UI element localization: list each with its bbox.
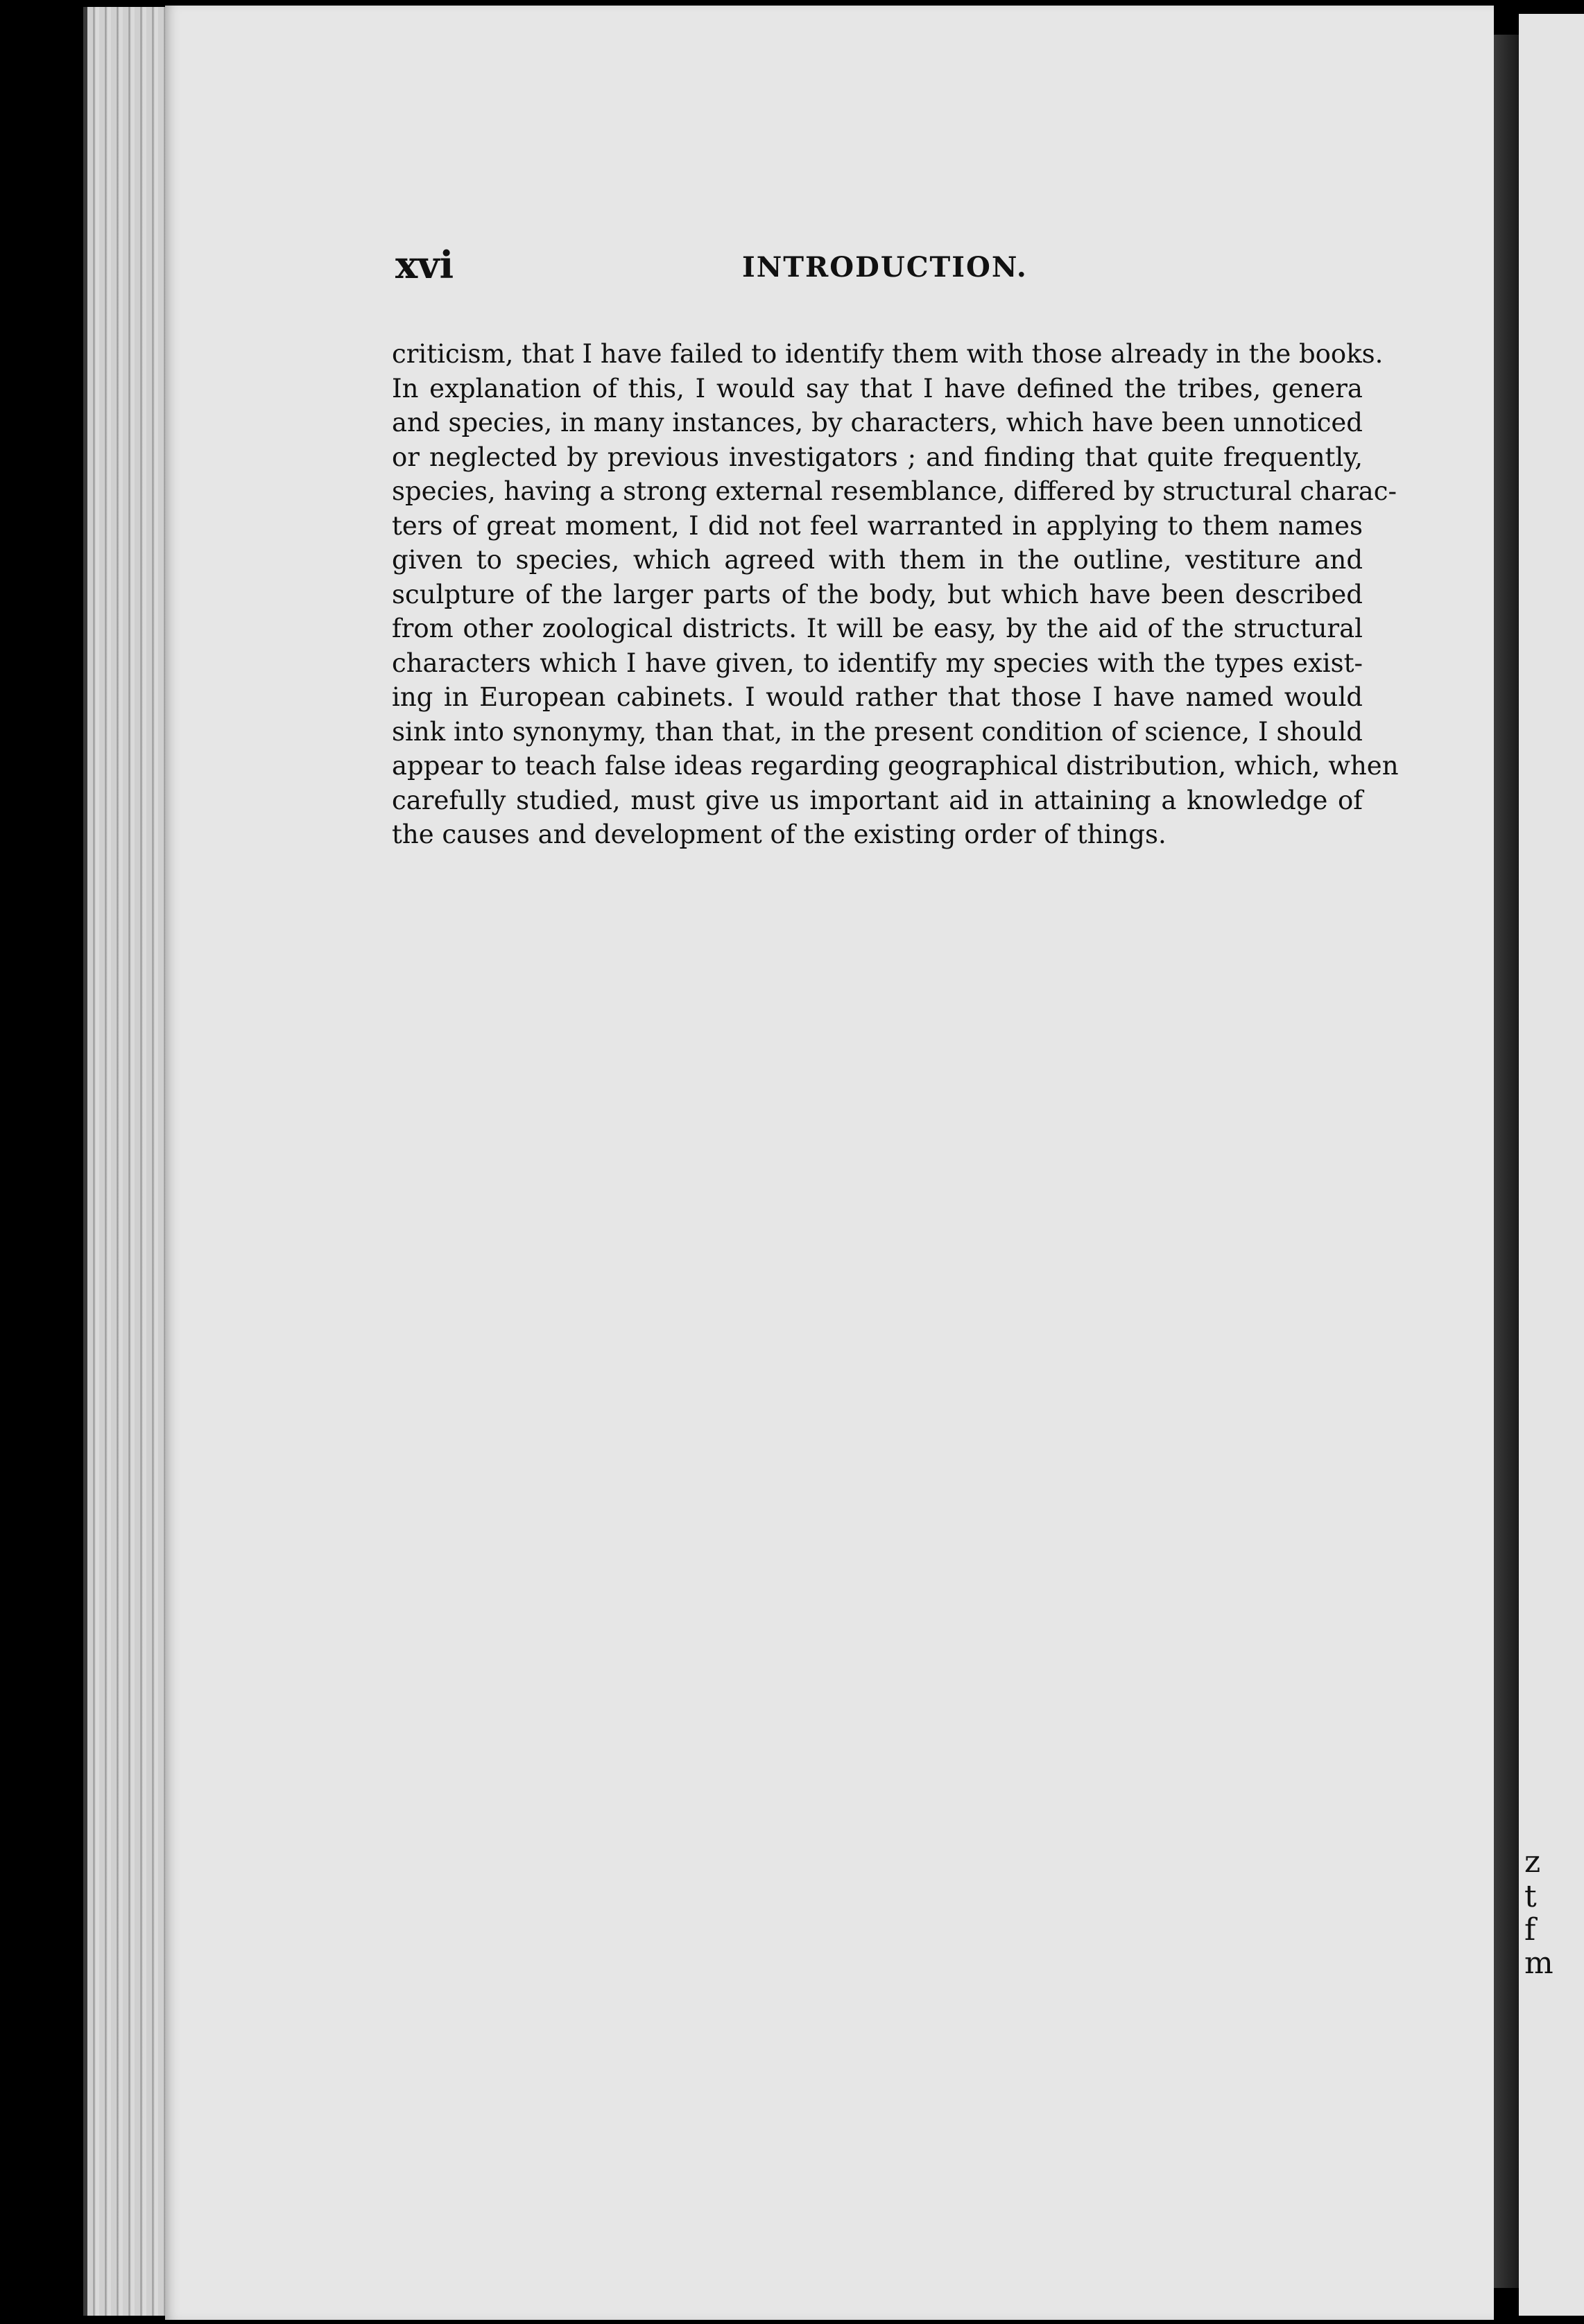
text-line: and species, in many instances, by characters, which have been unnoticed [392, 408, 1363, 437]
text-line: species, having a strong external resemblance, differed by structural charac- [392, 476, 1397, 506]
facing-page-fragment: f [1524, 1912, 1536, 1948]
text-line: In explanation of this, I would say that I have defined the tribes, genera [392, 373, 1363, 404]
body-paragraph [392, 337, 1399, 852]
facing-page-fragment: t [1524, 1879, 1537, 1914]
page-header [395, 243, 1352, 298]
text-line: given to species, which agreed with them in the outline, vestiture and [392, 545, 1363, 575]
text-line: or neglected by previous investigators ; and finding that quite frequently, [392, 442, 1363, 472]
text-line: criticism, that I have failed to identify them with those already in the books. [392, 339, 1384, 369]
facing-page-fragment: m [1524, 1945, 1553, 1981]
text-line: ing in European cabinets. I would rather that those I have named would [392, 682, 1363, 712]
running-title: INTRODUCTION. [742, 251, 1028, 284]
text-line: ters of great moment, I did not feel warranted in applying to them names [392, 510, 1363, 541]
book-gutter [1494, 35, 1519, 2288]
text-line: characters which I have given, to identify my species with the types exist- [392, 648, 1363, 678]
facing-page-edge [1519, 14, 1584, 2316]
text-line: sculpture of the larger parts of the body, but which have been described [392, 579, 1363, 609]
page-number: xvi [395, 243, 454, 287]
reverse-side-bleed-through [395, 846, 1387, 2024]
facing-page-fragment: z [1524, 1844, 1541, 1880]
text-line: the causes and development of the existing order of things. [392, 820, 1167, 849]
text-line: sink into synonymy, than that, in the present condition of science, I should [392, 716, 1363, 747]
text-line: appear to teach false ideas regarding geographical distribution, which, when [392, 751, 1399, 781]
text-line: carefully studied, must give us important aid in attaining a knowledge of [392, 785, 1363, 815]
text-line: from other zoological districts. It will be easy, by the aid of the structural [392, 614, 1363, 643]
